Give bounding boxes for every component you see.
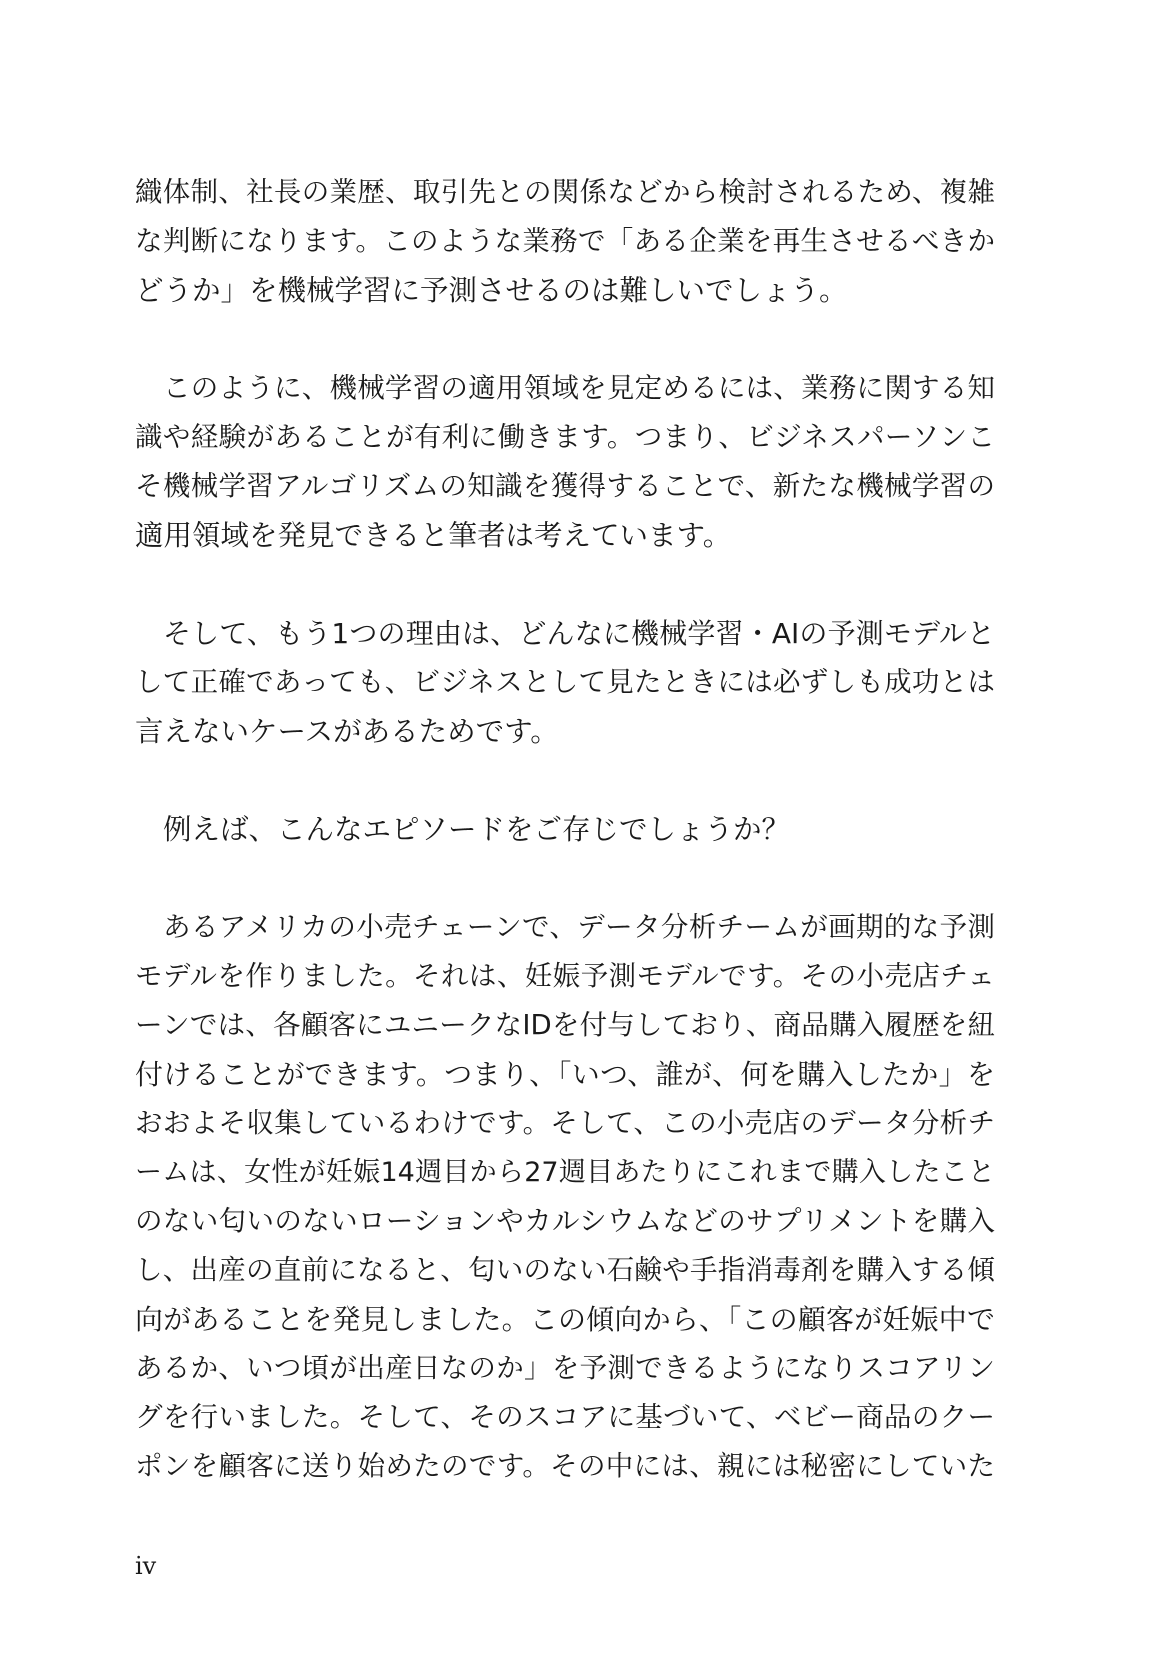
page-number: iv xyxy=(135,1552,157,1580)
paragraph-1 xyxy=(135,168,995,315)
paragraph-4 xyxy=(135,805,995,854)
text-line: そ機械学習アルゴリズムの知識を獲得することで、新たな機械学習の xyxy=(135,470,995,502)
text-line: のない匂いのないローションやカルシウムなどのサプリメントを購入 xyxy=(135,1205,995,1237)
text-line: あるか、いつ頃が出産日なのか」を予測できるようになりスコアリン xyxy=(135,1352,995,1384)
paragraph-3 xyxy=(135,609,995,756)
text-line: グを行いました。そして、そのスコアに基づいて、ベビー商品のクー xyxy=(135,1401,995,1433)
text-line: 付けることができます。つまり、「いつ、誰が、何を購入したか」を xyxy=(135,1058,995,1091)
text-line: 例えば、こんなエピソードをご存じでしょうか？ xyxy=(163,813,791,846)
paragraph-gap xyxy=(135,756,995,805)
text-line: な判断になります。このような業務で「ある企業を再生させるべきか xyxy=(135,225,995,257)
text-line: 言えないケースがあるためです。 xyxy=(135,715,559,748)
body-text xyxy=(135,168,995,1491)
text-line: し、出産の直前になると、匂いのない石鹸や手指消毒剤を購入する傾 xyxy=(135,1254,995,1286)
paragraph-gap xyxy=(135,315,995,364)
text-line: して正確であっても、ビジネスとして見たときには必ずしも成功とは xyxy=(135,666,995,698)
text-line: 織体制、社長の業歴、取引先との関係などから検討されるため、複雑 xyxy=(135,176,995,208)
text-line: ーンでは、各顧客にユニークなIDを付与しており、商品購入履歴を紐 xyxy=(135,1009,995,1041)
text-line: 向があることを発見しました。この傾向から、「この顧客が妊娠中で xyxy=(135,1303,995,1336)
text-line: ポンを顧客に送り始めたのです。その中には、親には秘密にしていた xyxy=(135,1450,995,1482)
paragraph-gap xyxy=(135,854,995,903)
paragraph-2 xyxy=(135,364,995,560)
text-line: そして、もう1つの理由は、どんなに機械学習・AIの予測モデルと xyxy=(163,617,995,650)
text-line: モデルを作りました。それは、妊娠予測モデルです。その小売店チェ xyxy=(135,960,995,992)
text-line: 識や経験があることが有利に働きます。つまり、ビジネスパーソンこ xyxy=(135,421,995,453)
paragraph-gap xyxy=(135,560,995,609)
text-line: あるアメリカの小売チェーンで、データ分析チームが画期的な予測 xyxy=(163,911,995,943)
text-line: このように、機械学習の適用領域を見定めるには、業務に関する知 xyxy=(163,372,995,404)
text-line: 適用領域を発見できると筆者は考えています。 xyxy=(135,519,732,552)
paragraph-5 xyxy=(135,903,995,1491)
text-line: ームは、女性が妊娠14週目から27週目あたりにこれまで購入したこと xyxy=(135,1157,995,1188)
text-line: おおよそ収集しているわけです。そして、この小売店のデータ分析チ xyxy=(135,1107,995,1139)
text-line: どうか」を機械学習に予測させるのは難しいでしょう。 xyxy=(135,274,848,307)
